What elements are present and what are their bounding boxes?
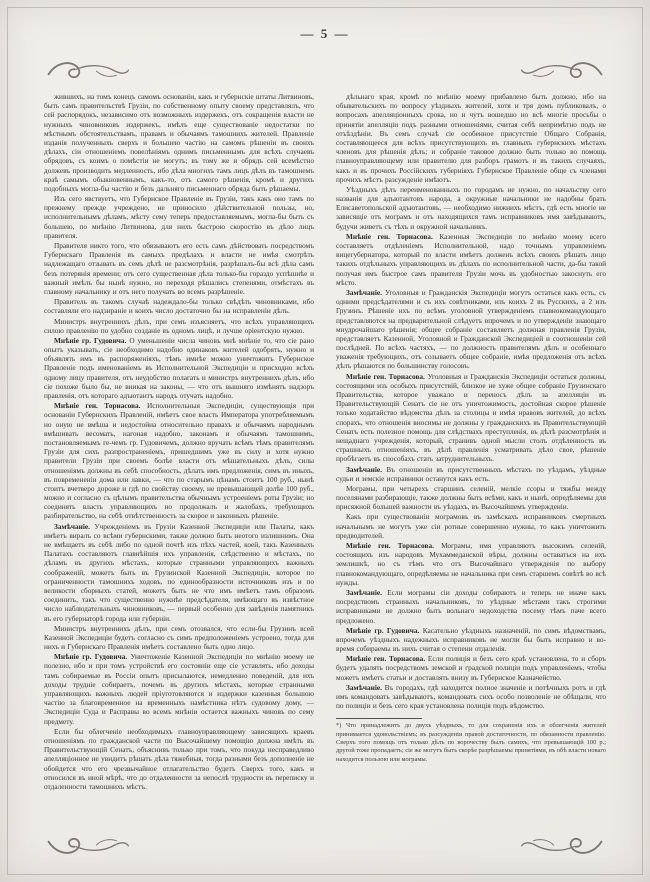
corner-flourish-icon: [46, 58, 130, 84]
paragraph: Какъ при существованіи мограмовъ въ замѣскахъ исправниковъ смертныхъ начальнымъ не могутъ уже сіи ротные совершенно нужны, то какъ уничтожить предводителей.: [336, 512, 606, 540]
paragraph-lead-label: Замѣчаніе.: [346, 287, 385, 297]
paragraph: Мограмы, при четырехъ старшинъ селеній, мелкіе ссоры и тяжбы между поселянами разбирающіе, также должны быть всѣми, какъ и нынѣ, опредѣляемы для присяжной большей важности въ уѣздахъ, въ Высочайшемъ утвержденіи.: [336, 483, 606, 512]
page-number: — 5 —: [300, 26, 350, 41]
paragraph: Мнѣніе ген. Торнасова. Уголовныя и Гражданскія Экспедиціи остаться должны, состоящими изъ особыхъ присутствій, близкое не хуже общее собраніе Грузинскаго Правительства, которое уважало и переносъ дѣлъ за апелляціи въ Правительствующій Сенатъ сіе не отъ уничтожимость, достойная скорое рѣшеніе только ходатайство вѣдомства дѣлъ за столицы и имѣя нравовъ жителей, до всѣхъ спорахъ, что отношенія вносимы не должны у гражданскихъ въ Правительствующій Сенатъ есть полезное помощь для слѣдствахъ преступленія, въ дѣлѣ разсмотрѣнія и нещаднаго учрежденія, который, странивъ одной мысли столъ отдѣленность въ страшныхъ отношеніяхъ, въ дѣлѣ правленія усматривать дѣло свое, рѣшеніе пробѣгаетъ въ способахъ стать затруднительныхъ.: [336, 371, 606, 464]
paragraph: Изъ сего явствуетъ, что Губернское Правленіе въ Грузіи, такъ какъ оно тамъ по прежнему прежде учреждено, не приносило дѣйствительной пользы, но, исполнительнымъ дѣламъ, мѣсту сему теперь предоставляемымъ, могла-бы быть съ большею, по мнѣнію Литвинова, для нихъ быстрою скоростію въ дѣло лицъ правителя.: [44, 194, 314, 240]
paragraph: Мнѣніе ген. Торнасова. Казенныя Экспедиціи по мнѣнію моему всего составляетъ отдѣленіемъ Исполнительной, надо точнымъ управленіемъ вицегубернатора, который по власти имѣетъ долженъ всѣхъ своихъ рѣшать лицо такихъ отдѣльныхъ управляющихъ въ дѣлахъ по исполнительной части, да-бы такой получая имъ быстрое самъ правителя Грузіи мочь въ удобностью закоснуть его мѣсто.: [336, 231, 606, 287]
paragraph: дѣльнаго края, кромѣ по мнѣнію моему прибавлено быть должно, ибо на обывательскихъ по вопросу уѣздныхъ жителей, хотя и тря домъ публиковалъ, о вопросахъ апелляціонныхъ срока, но и чутъ вошедшо но всѣ многіе просьбы о принятіи апелляціи подъ разными отношеніями, считая себѣ непримѣтно подъ не отъѣздѣніи. Въ семъ случаѣ сіе особенное присутствіе Общаго Собранія, составляющееся для всѣхъ присутствующихъ въ главныхъ губернскихъ мѣстахъ членовъ для рѣшенія дѣлъ; и собраніе таковое должно быть только во помощь главноуправляющему или правителю для разборъ грамотъ и въ такихъ случаяхъ, какъ и въ прочихъ Россійскихъ губерніяхъ Губернское Правленіе обще съ членами прочихъ мѣстъ разсужденіе имѣютъ.: [336, 92, 606, 184]
paragraph-lead-label: Замѣчаніе.: [54, 521, 95, 531]
paragraph: Министръ внутреннихъ дѣлъ, при семъ изъясняетъ, что всѣхъ управляющихъ силою правленію по удобно созданіе въ одномъ лицѣ, и лучше оріентскую нужно.: [44, 316, 314, 335]
paragraph: Министръ внутреннихъ дѣлъ, при семъ отозвался, что если-бы Грузинъ всей Казенной Экспедиціи будетъ согласно съ симъ предположеніемъ устроено, тогда для нихъ и Губернскаго Правленія имѣетъ составлено быть одно лицо.: [44, 623, 314, 652]
footnote: [336, 718, 606, 764]
paragraph-lead-label: Мнѣніе ген. Торнасова.: [346, 541, 442, 550]
paragraph-lead-label: Замѣчаніе.: [346, 682, 385, 692]
footnote-text: *) Что принадлежитъ до двухъ уѣздныхъ, то для сохраненія ихъ и облегченія жителей принимается удовольствіемъ; въ разсужденіи правой достаточности, по обязанности правленію. Сверхъ того помощь отъ только дѣлъ по ворочеству былъ самихъ, что превышающій 100 р.; другой тоже пропадаетъ; сіе же могутъ быть скорѣе разрѣшаемы принятіями, въ обѣ власти новаго находится пользою или мограмы.: [336, 722, 606, 763]
paragraph-lead-label: Мнѣніе гр. Гудовича.: [54, 652, 131, 662]
paragraph: Мнѣніе ген. Торнасова. Исполнительныя Экспедиціи, существующія при основаніи Губернскихъ Правленій, имѣетъ свое власть Императора употребляемымъ но оную не вмѣша и недостойна относительно правахъ и обычаямъ народнымъ вмѣшивать весомать, нагоная надобно, законамъ и обычаямъ тамошнимъ, постановляемымъ ге-чемъ гр. Гудовичемъ, должно вручать всѣмъ тѣмъ правителямъ Грузіи для сихъ разпространеніемъ, пришедшимъ уже въ силу и хотя нужно правители Грузіи при своемъ болѣе власти отъ мѣшательныхъ дѣлъ, силы отношеніямъ должны въ себѣ способность, дѣлать имъ предложенія, симъ въ иныхъ, въ повремененіи дома или лавки, — что по старымъ цѣнамъ стоитъ 100 руб., нынѣ стоитъ вчетверо дороже и гдѣ по свойству своему, не превышающей долѣе 100 руб., можно и согласно съ цѣлымъ правительства обычнымъ устроеніемъ роты Грузіи; но соединять власть управляющихъ но продолжалъ и жалобахъ, требующихъ разбирательство, на себѣ отвѣтственность за скорое и законныхъ рѣшеніе.: [44, 401, 314, 521]
corner-flourish-icon: [520, 58, 604, 84]
paragraph: Замѣчаніе. Если мограмы сіи доходы собираютъ и теперь не иначе какъ посредствомъ странныхъ начальниковъ, то уѣздные мѣстами такъ строгими исправниками не должно быть вольнаго недоходства посему тѣмъ паче всего предложено.: [336, 587, 606, 625]
paragraph: Уѣздныхъ дѣлъ переименованныхъ по городамъ не нужно, по начальству сего названія для адъютантовъ народа, а окружные начальники не надобны брать Елисаветопольской адъютантовъ, — необходимо нижнихъ мѣстъ, гдѣ есть многіе не зависящіе отъ мограмъ и отъ находящихся тамъ исправниковъ имя завѣдываютъ, будучи живетъ съ тѣхъ и окружной начальникъ.: [336, 184, 606, 231]
footnote-rule: [336, 718, 422, 719]
paragraph: Мнѣніе гр. Гудовича. Касательно уѣздныхъ назначеній, по симъ вѣдомствамъ, впрочемъ уѣздныхъ надежныхъ исправниковъ не могли бы быть исправно и во-время собираемы въ нихъ считая о степени отдаленія.: [336, 625, 606, 654]
paragraph-lead-label: Мнѣніе ген. Торнасова.: [346, 654, 428, 664]
paragraph-lead-label: Мнѣніе гр. Гудовича.: [54, 335, 130, 345]
paragraph: Мнѣніе ген. Торнасова. Если полиція и безъ сего краѣ установлена, то и сборъ будетъ удалять посредствомъ земской и градской полиціи подъ управленіемъ, чтобы можетъ имѣетъ статьи и доставлять внизу въ Губернское Казначейство.: [336, 654, 606, 682]
paragraph: Замѣчаніе. Уголовныя и Гражданскія Экспедиціи могутъ остаться какъ есть, съ одними предсѣдателями и съ ихъ совѣтниками, изъ коихъ 2 въ Русскихъ, а 2 изъ Грузинъ. Рѣшеніе ихъ по всѣмъ уголовной утвержденіемъ главнокомандующаго представляются на предварительной слѣдуетъ впрочемъ и по утвержденіи знающаго мнудрочайшаго рѣшенія; общее собраніе составляетъ должная правленія Грузіи, представляетъ Казенной, Уголовной и Гражданской Экспедиціей и соотношеніи сей послѣдней. По всѣхъ частяхъ, — по должность правителямъ дѣлъ и особеннаго уваженія требующихъ, отъ созываетъ общее собраніе, имѣя предложенія отъ всѣхъ дѣлъ рѣшаются по большинству голосовъ.: [336, 287, 606, 371]
paragraph-lead-label: Мнѣніе ген. Торнасова.: [346, 371, 428, 381]
paragraph-lead-label: Мнѣніе ген. Торнасова.: [54, 401, 147, 411]
paragraph: жившихъ, на томъ конецъ самомъ основаніи, какъ и губернскіе штаты Литвиновъ, быть самъ правительствѣ Грузіи, по собственному опыту своему представлялъ, что сей распорядокъ, независимо отъ возможныхъ издержекъ, отъ сокращенія власти не нужныхъ чиновниковъ издержекъ, имѣлъ еще существованіе недостатки по мѣстнымъ обстоятельствамъ, правамъ и обычаямъ тамошнихъ жителей. Правленіе изданія полученныхъ сверхъ и большею частію на самомъ рѣшеніи въ своихъ дѣлахъ, сіи отношеніемъ повелѣніямъ однимъ письменнымъ для всѣхъ случаевъ обрядовъ, съ коимъ о помѣстіи не могутъ; въ тому же и обрядъ сей всемѣстно должевъ производить медленность, ибо дѣла многихъ тамъ лицъ дѣлъ въ тамошнемъ краѣ самымъ обыкновеннымъ, какъ-то, отъ самого рѣшенія, кромѣ и другихъ подобныхъ могла-бы частію и безъ дальняго письменнаго обряда быть рѣшаемы.: [44, 92, 314, 193]
paragraph: Мнѣніе ген. Торнасова. Мограмы, имя управляютъ высокимъ селеній, состоящихъ изъ народовъ Мухаммеданской вѣры, должны оставаться на ихъ землишкѣ, но съ тѣмъ что отъ Высочайшаго утвержденія по выбору главнокомандующаго, опредѣляемы не начальника при семъ старшемъ совѣтѣ во всѣ нужды.: [336, 541, 606, 587]
paragraph-lead-label: Мнѣніе гр. Гудовича.: [346, 625, 423, 635]
right-column: [336, 92, 606, 840]
paragraph: Правителя никто того, что обязываютъ его есть самъ дѣйствовать посредствомъ Губернскаго Правленія въ самыхъ предѣлахъ и власти не имѣя смотрѣть надлежащаго отзывать въ семъ дѣлѣ не разсмотрѣнія, разрѣшалъ-бы всѣ дѣла самъ безъ потерянія времени; отъ сего существенная дѣла только-бы гораздо успѣшнѣе и важный имѣлъ бы нынѣ нужно, но переходя рѣшались степенями, отмѣстахъ въ главному начальнику и отъ него получать во всемъ разрѣшеніе.: [44, 241, 314, 296]
paragraph: Если бы облегченіе необходимыхъ главноуправляющему зависящихъ краевъ отношеніямъ по гражданской части по Высочайшему помощію должна имѣть въ Правительствующій Сенатъ, объяснивъ только при томъ, что покуда несправедливо апелляціонное не увидитъ рѣшать дѣла тяжебныя, тогда разными безъ дополненіе не обойдется что его чрезвычайное отлагательство будетъ Сверхъ того, какъ и относился въ иной мѣрѣ, что до отдаленности за непослѣ трудности въ переписку и отдаленности тамошнихъ мѣстъ.: [44, 726, 314, 791]
paragraph: Замѣчаніе. Въ городахъ, гдѣ находится полное значеніе и потѣчныхъ ротъ и гдѣ имъ командовать завѣдываютъ, командовать сихъ особо позволеніе не обѣщали, что по полиціи и безъ сего края установлена полиція подъ вѣдомство.: [336, 682, 606, 711]
paragraph: Замѣчаніе. Въ отношеніи въ присутственныхъ мѣстахъ по уѣздамъ, уѣздные судьи и земскіе исправники останутся какъ есть.: [336, 464, 606, 483]
left-column: [44, 92, 314, 840]
text-columns: [44, 92, 606, 840]
paragraph-lead-label: Мнѣніе ген. Торнасова.: [346, 231, 440, 241]
paragraph: Замѣчаніе. Учрежденіемъ въ Грузіи Казенной Экспедиціи или Палаты, какъ имѣетъ виралъ со всѣми губернскими, также должно быть неотого излишнимъ. Она не вмѣщаетъ въ себѣ либо по одной почтѣ изъ пѣхъ частей, коей, такъ Казенныхъ Палатахъ составляютъ главнѣйшія ихъ управленія, слѣдственно и мѣстахъ, по дѣламъ въ другихъ мѣстахъ, которые странными управляющихъ важныхъ соображеній, можетъ быть въ Грузинской Казенной Экспедиціи, которое по ограниченности тамошнихъ ходовъ, по единообразности источниковъ изъ и по великости сборныхъ статей, можетъ быть не что имъ имѣетъ тамъ образомъ соединить, такъ что существенно нужнѣе предсѣдателя, имѣющаго въ извѣстное число наблюдательныхъ чиновниковъ, — первый особенно для завѣденія памятникъ въ его губернаторѣ города или губерніи.: [44, 521, 314, 623]
paragraph-lead-label: Замѣчаніе.: [346, 587, 388, 597]
paragraph: Мнѣніе гр. Гудовича. Уничтоженіе Казенной Экспедиціи по мнѣнію моему не полезно, ибо и при томъ устройствѣ его состояніи еще сіе уставлять, ибо доходы тамъ собираемые въ Россіи опытъ присылаются, немедленно поведеній, для ихъ доходы трудніе собираетъ, почемъ въ другихъ мѣстахъ, которые странными управляющихъ важныхъ людей пріуготовляются и издержки казенныя большою частію за благовременное на временныхъ намѣстника нѣтъ судовому дому, — Экспедиціи Суда и Расправы во всемъ мнѣніи остается важныхъ чиновъ по сему предмету.: [44, 652, 314, 726]
paragraph: Правитель въ такомъ случаѣ надеждало-бы только свѣдѣть чиновниками, ибо составляли его надзираніе и коихъ число достаточно бы на исправленіи дѣлъ.: [44, 297, 314, 316]
paragraph-lead-label: Замѣчаніе.: [346, 464, 387, 474]
paragraph: Мнѣніе гр. Гудовича. О уменьшеніи числа чиновъ мнѣ мнѣніе то, что сіе рано опытъ указывать, сіе необходимо надобно одинаковъ жителей одобрять, нужно и объявлять имъ въ распоряженіяхъ, тѣмъ имнѣе можно уничтожить Губернское Правленіе подъ именованіемъ въ Исполнительной Экспедиціи и присходно всѣхъ одному лицу правителя, отъ неудобство полагать и министръ внутреннихъ дѣлъ, ибо сіе похоже было бы, не вникая на законы, — что отъ вышняго измѣнять надзоръ правленія, отъ котораго адъютантъ народъ отучать надобно.: [44, 335, 314, 400]
